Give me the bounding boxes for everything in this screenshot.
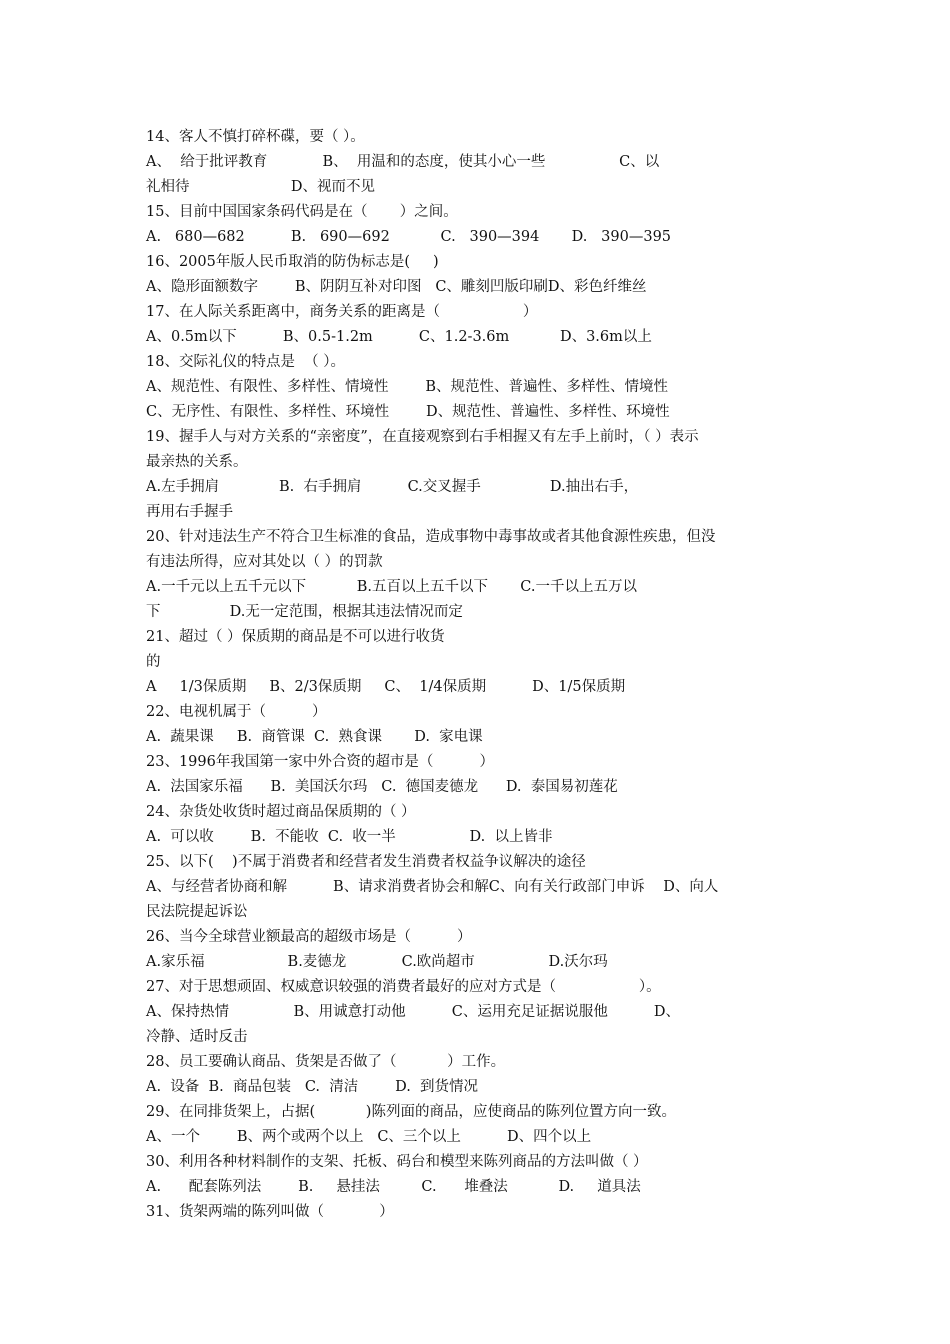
text-line: A. 可以收 B. 不能收 C. 收一半 D. 以上皆非 — [146, 829, 553, 845]
text-line: C、无序性、有限性、多样性、环境性 D、规范性、普遍性、多样性、环境性 — [146, 404, 670, 420]
text-line: A、0.5m以下 B、0.5-1.2m C、1.2-3.6m D、3.6m以上 — [146, 329, 652, 345]
text-line: A. 680—682 B. 690—692 C. 390—394 D. 390—395 — [146, 229, 672, 245]
text-line: A、与经营者协商和解 B、请求消费者协会和解C、向有关行政部门申诉 D、向人 — [146, 879, 719, 895]
text-line: A、保持热情 B、用诚意打动他 C、运用充足证据说服他 D、 — [146, 1004, 681, 1020]
text-line: 最亲热的关系。 — [146, 454, 248, 470]
text-line: 26、当今全球营业额最高的超级市场是（ ） — [146, 929, 472, 945]
text-line: 28、员工要确认商品、货架是否做了（ ）工作。 — [146, 1054, 506, 1070]
text-line: A. 法国家乐福 B. 美国沃尔玛 C. 德国麦德龙 D. 泰国易初莲花 — [146, 779, 618, 795]
text-line: 17、在人际关系距离中，商务关系的距离是（ ） — [146, 304, 538, 320]
text-line: 19、握手人与对方关系的“亲密度”，在直接观察到右手相握又有左手上前时，（ ）表示 — [146, 429, 699, 445]
text-line: A、隐形面额数字 B、阴阴互补对印图 C、雕刻凹版印刷D、彩色纤维丝 — [146, 279, 647, 295]
text-line: 30、利用各种材料制作的支架、托板、码台和模型来陈列商品的方法叫做（ ） — [146, 1154, 648, 1170]
text-line: 25、以下( )不属于消费者和经营者发生消费者权益争议解决的途径 — [146, 854, 586, 870]
text-line: 22、电视机属于（ ） — [146, 704, 327, 720]
text-line: 24、杂货处收货时超过商品保质期的（ ） — [146, 804, 416, 820]
text-line: 15、目前中国国家条码代码是在（ ）之间。 — [146, 204, 458, 220]
text-line: A. 蔬果课 B. 商管课 C. 熟食课 D. 家电课 — [146, 729, 483, 745]
text-line: 20、针对违法生产不符合卫生标准的食品，造成事物中毒事故或者其他食源性疾患，但没 — [146, 529, 716, 545]
text-line: 冷静、适时反击 — [146, 1029, 248, 1045]
text-line: A 1/3保质期 B、2/3保质期 C、 1/4保质期 D、1/5保质期 — [146, 679, 626, 695]
text-line: A、规范性、有限性、多样性、情境性 B、规范性、普遍性、多样性、情境性 — [146, 379, 668, 395]
text-line: 民法院提起诉讼 — [146, 904, 248, 920]
text-line: 有违法所得，应对其处以（ ）的罚款 — [146, 554, 383, 570]
text-line: 16、2005年版人民币取消的防伪标志是( ) — [146, 254, 439, 270]
text-line: 下 D.无一定范围，根据其违法情况而定 — [146, 604, 463, 620]
text-line: A. 配套陈列法 B. 悬挂法 C. 堆叠法 D. 道具法 — [146, 1179, 641, 1195]
text-line: A.一千元以上五千元以下 B.五百以上五千以下 C.一千以上五万以 — [146, 579, 637, 595]
text-line: 29、在同排货架上，占据( )陈列面的商品，应使商品的陈列位置方向一致。 — [146, 1104, 676, 1120]
text-line: 21、超过（ ）保质期的商品是不可以进行收货 — [146, 629, 445, 645]
text-line: A、 给于批评教育 B、 用温和的态度，使其小心一些 C、以 — [146, 154, 660, 170]
text-line: A.家乐福 B.麦德龙 C.欧尚超市 D.沃尔玛 — [146, 954, 608, 970]
text-line: A、一个 B、两个或两个以上 C、三个以上 D、四个以上 — [146, 1129, 592, 1145]
text-line: 31、货架两端的陈列叫做（ ） — [146, 1204, 394, 1220]
text-line: 27、对于思想顽固、权威意识较强的消费者最好的应对方式是（ ）。 — [146, 979, 661, 995]
text-line: 礼相待 D、视而不见 — [146, 179, 376, 195]
text-line: 的 — [146, 654, 161, 670]
text-line: 23、1996年我国第一家中外合资的超市是（ ） — [146, 754, 494, 770]
text-line: A. 设备 B. 商品包装 C. 清洁 D. 到货情况 — [146, 1079, 479, 1095]
text-line: 18、交际礼仪的特点是 （ ）。 — [146, 354, 346, 370]
text-line: 14、客人不慎打碎杯碟，要（ ）。 — [146, 129, 365, 145]
text-line: A.左手拥肩 B. 右手拥肩 C.交叉握手 D.抽出右手， — [146, 479, 639, 495]
text-line: 再用右手握手 — [146, 504, 233, 520]
